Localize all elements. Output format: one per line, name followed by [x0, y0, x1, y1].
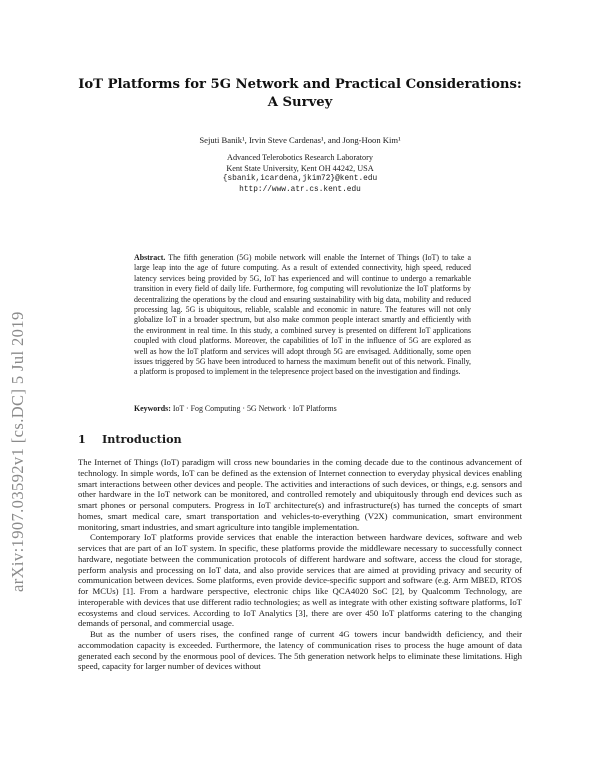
lab-url[interactable]: http://www.atr.cs.kent.edu [239, 186, 361, 194]
section-heading [78, 432, 522, 446]
arxiv-identifier[interactable]: arXiv:1907.03592v1 [cs.DC] 5 Jul 2019 [8, 311, 27, 592]
keywords [134, 404, 471, 414]
abstract-text: The fifth generation (5G) mobile network will enable the Internet of Things (IoT) to take a large leap into the age of future computing. As a result of extended connectivity, high speed, reduced latency services being provided by 5G, IoT has experienced and will continue to undergo a remarkable transition in every field of daily life. Furthermore, fog computing will revolutionize the IoT platforms by decentralizing the operations by the cloud and ensuring sustainability with big data, mobility and reduced processing lag. 5G is ubiquitous, reliable, scalable and economic in nature. The features will not only globalize IoT in a broader spectrum, but also make common people interact smartly and efficiently with the environment in real time. In this study, a combined survey is presented on different IoT applications coupled with cloud platforms. Moreover, the capabilities of IoT in the influence of 5G are explored as well as how the IoT platform and services will adopt through 5G are envisaged. Additionally, some open issues triggered by 5G have been introduced to harness the maximum benefit out of this network. Finally, a platform is proposed to implement in the telepresence project based on the investigation and findings. [134, 253, 471, 377]
author-emails[interactable]: {sbanik,icardena,jkim72}@kent.edu [222, 175, 378, 183]
abstract-label: Abstract. [134, 253, 166, 262]
affiliation-block [120, 152, 480, 196]
keywords-label: Keywords: [134, 404, 171, 413]
body-paragraph: Contemporary IoT platforms provide services that enable the interaction between hardware devices, software and web services that are part of an IoT system. In specific, these platforms provide the middleware necessary to successfully connect hardware, negotiate between the communication protocols of different hardware and software, access the cloud for storage, perform analysis and processing on IoT data, and also provide services that are aimed at providing privacy and security of communication between devices. Some platforms, even provide device-specific support and software (e.g. Arm MBED, RTOS for MCUs) [1]. From a hardware perspective, electronic chips like QCA4020 SoC [2], by Qualcomm Technology, are interoperable with devices that use different radio technologies; as well as integrate with other existing software platforms, IoT ecosystems and cloud services. According to IoT Analytics [3], there are over 450 IoT platforms catering to the changing demands of personal, and commercial usage. [78, 532, 522, 629]
section-title: Introduction [102, 432, 182, 446]
affiliation-lab: Advanced Telerobotics Research Laboratory [227, 153, 373, 162]
section-number: 1 [78, 432, 86, 446]
keywords-text: IoT · Fog Computing · 5G Network · IoT Platforms [172, 404, 337, 413]
paper-title: IoT Platforms for 5G Network and Practical Considerations: A Survey [78, 77, 522, 110]
section-body [78, 457, 522, 672]
author-list: Sejuti Banik¹, Irvin Steve Cardenas¹, and Jong-Hoon Kim¹ [199, 135, 401, 145]
affiliation-university: Kent State University, Kent OH 44242, USA [226, 164, 374, 173]
body-paragraph: The Internet of Things (IoT) paradigm will cross new boundaries in the coming decade due to the continous advancement of technology. In simple words, IoT can be defined as the extension of Internet connection to everyday physical devices enabling smart interactions between other devices and people. The activities and interactions of such devices, or things, e.g. sensors and other hardware in the IoT network can be monitored, and controlled remotely and ubiquitously through end devices such as smart phones or personal computers. Progress in IoT architecture(s) and infrastructure(s) has turned the concepts of smart homes, smart medical care, smart transportation and vehicles-to-everything (V2X) communication, smart environment monitoring, smart industries, and smart agriculture into tangible implementation. [78, 457, 522, 532]
body-paragraph: But as the number of users rises, the confined range of current 4G towers incur bandwidth deficiency, and their accommodation capacity is exceeded. Furthermore, the latency of communication rises to process the huge amount of data generated each second by the enormous pool of devices. The 5th generation network helps to eliminate these limitations. High speed, capacity for larger number of devices without [78, 629, 522, 672]
abstract [134, 253, 471, 378]
